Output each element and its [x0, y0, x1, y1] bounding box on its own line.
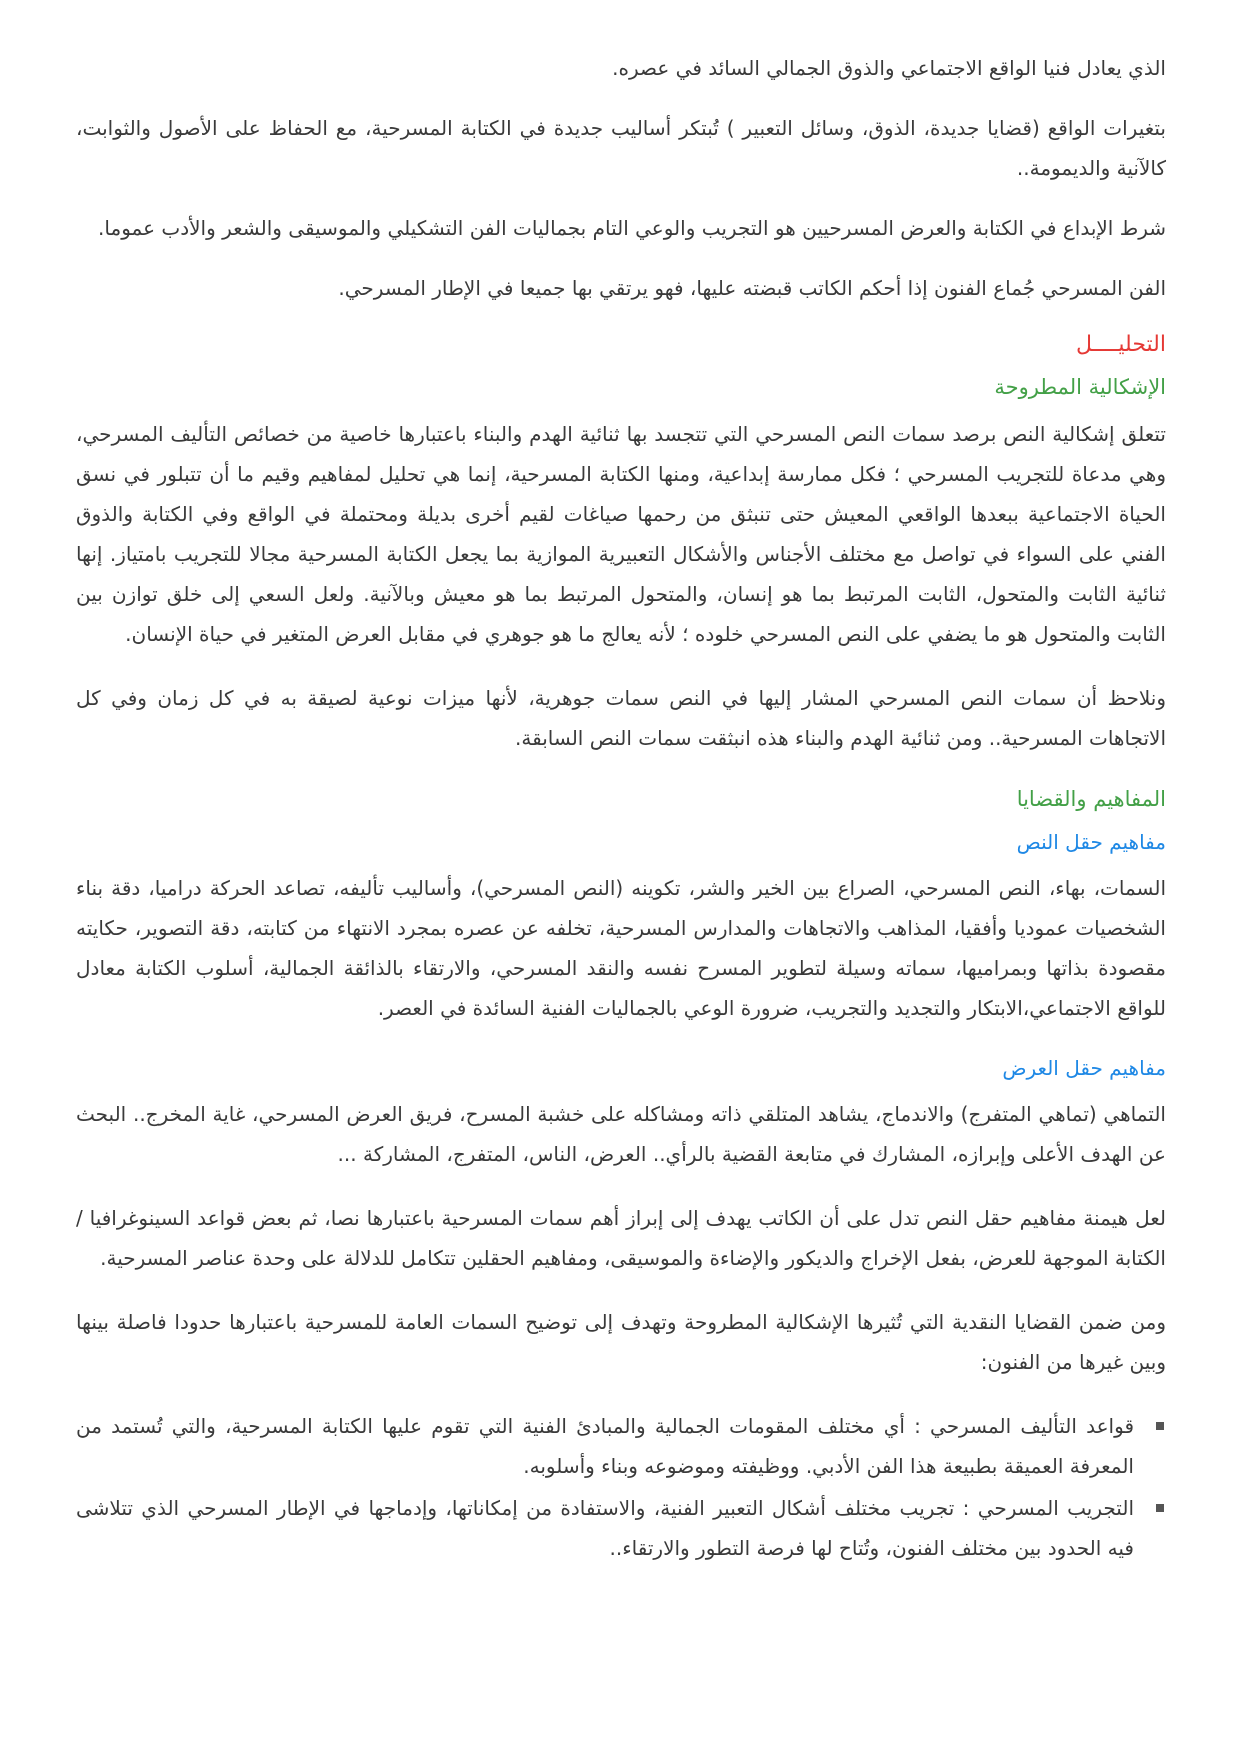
document-page — [76, 48, 1166, 1570]
square-bullet-icon — [1156, 1422, 1164, 1430]
intro-paragraph-4: الفن المسرحي جُماع الفنون إذا أحكم الكاتب قبضته عليها، فهو يرتقي بها جميعا في الإطار المسرحي. — [338, 276, 1166, 300]
dominance-paragraph: لعل هيمنة مفاهيم حقل النص تدل على أن الكاتب يهدف إلى إبراز أهم سمات المسرحية باعتبارها نصا، ثم بعض قواعد السينوغرافيا / الكتابة الموجهة للعرض، بفعل الإخراج والديكور والإضاءة والموسيقى، ومفاهيم الحقلين تتكامل للدلالة على وحدة عناصر المسرحية. — [76, 1206, 1166, 1270]
list-item — [76, 1406, 1134, 1486]
show-field-paragraph: التماهي (تماهي المتفرج) والاندماج، يشاهد المتلقي ذاته ومشاكله على خشبة المسرح، فريق العرض المسرحي، غاية المخرج.. البحث عن الهدف الأعلى وإبرازه، المشارك في متابعة القضية بالرأي.. العرض، الناس، المتفرج، المشاركة ... — [76, 1102, 1166, 1166]
problem-paragraph-1: تتعلق إشكالية النص برصد سمات النص المسرحي التي تتجسد بها ثنائية الهدم والبناء باعتبارها خاصية من خصائص التأليف المسرحي، وهي مدعاة للتجريب المسرحي ؛ فكل ممارسة إبداعية، ومنها الكتابة المسرحية، إنما هي تحليل لمفاهيم وقيم ما أن تتبلور في نسق الحياة الاجتماعية ببعدها الواقعي المعيش حتى تنبثق من رحمها صياغات لقيم أخرى بديلة ومحتملة في الواقع وفي الكتابة والذوق الفني على السواء في تواصل مع مختلف الأجناس والأشكال التعبيرية الموازية بما يجعل الكتابة المسرحية مجالا للتجريب بامتياز. إنها ثنائية الثابت والمتحول، الثابت المرتبط بما هو إنسان، والمتحول المرتبط بما هو معيش وبالآنية. ولعل السعي إلى خلق توازن بين الثابت والمتحول هو ما يضفي على النص المسرحي خلوده ؛ لأنه يعالج ما هو جوهري في مقابل العرض المتغير في حياة الإنسان. — [76, 422, 1166, 646]
list-item-text: التجريب المسرحي : تجريب مختلف أشكال التعبير الفنية، والاستفادة من إمكاناتها، وإدماجها في الإطار المسرحي الذي تتلاشى فيه الحدود بين مختلف الفنون، وتُتاح لها فرصة التطور والارتقاء.. — [76, 1496, 1134, 1560]
square-bullet-icon — [1156, 1504, 1164, 1512]
intro-paragraph-2: بتغيرات الواقع (قضايا جديدة، الذوق، وسائل التعبير ) تُبتكر أساليب جديدة في الكتابة المسرحية، مع الحفاظ على الأصول والثوابت، كالآنية والديمومة.. — [76, 116, 1166, 180]
text-field-paragraph: السمات، بهاء، النص المسرحي، الصراع بين الخير والشر، تكوينه (النص المسرحي)، وأساليب تأليفه، تصاعد الحركة دراميا، دقة بناء الشخصيات عموديا وأفقيا، المذاهب والاتجاهات والمدارس المسرحية، تخلفه عن عصره بمجرد الانتهاء من كتابته، دقة التصوير، حكايته مقصودة بذاتها وبمراميها، سماته وسيلة لتطوير المسرح نفسه والنقد المسرحي، والارتقاء بالذائقة الجمالية، أسلوب الكتابة معادل للواقع الاجتماعي،الابتكار والتجديد والتجريب، ضرورة الوعي بالجماليات الفنية السائدة في العصر. — [76, 876, 1166, 1020]
intro-paragraph-1: الذي يعادل فنيا الواقع الاجتماعي والذوق الجمالي السائد في عصره. — [612, 56, 1166, 80]
analysis-heading: التحليــــل — [1075, 332, 1166, 357]
list-item-text: قواعد التأليف المسرحي : أي مختلف المقومات الجمالية والمبادئ الفنية التي تقوم عليها الكتابة المسرحية، والتي تُستمد من المعرفة العميقة بطبيعة هذا الفن الأدبي. ووظيفته وموضوعه وبناء وأسلوبه. — [76, 1414, 1134, 1478]
problem-heading: الإشكالية المطروحة — [994, 375, 1166, 399]
list-item — [76, 1488, 1134, 1568]
text-field-heading: مفاهيم حقل النص — [1016, 830, 1166, 854]
issues-list — [76, 1406, 1166, 1568]
problem-paragraph-2: ونلاحظ أن سمات النص المسرحي المشار إليها في النص سمات جوهرية، لأنها ميزات نوعية لصيقة به في كل زمان وفي كل الاتجاهات المسرحية.. ومن ثنائية الهدم والبناء هذه انبثقت سمات النص السابقة. — [76, 686, 1166, 750]
issues-paragraph: ومن ضمن القضايا النقدية التي تُثيرها الإشكالية المطروحة وتهدف إلى توضيح السمات العامة للمسرحية باعتبارها حدودا فاصلة بينها وبين غيرها من الفنون: — [76, 1310, 1166, 1374]
concepts-heading: المفاهيم والقضايا — [1016, 787, 1166, 811]
show-field-heading: مفاهيم حقل العرض — [1002, 1056, 1166, 1080]
intro-paragraph-3: شرط الإبداع في الكتابة والعرض المسرحيين هو التجريب والوعي التام بجماليات الفن التشكيلي والموسيقى والشعر والأدب عموما. — [98, 216, 1166, 240]
